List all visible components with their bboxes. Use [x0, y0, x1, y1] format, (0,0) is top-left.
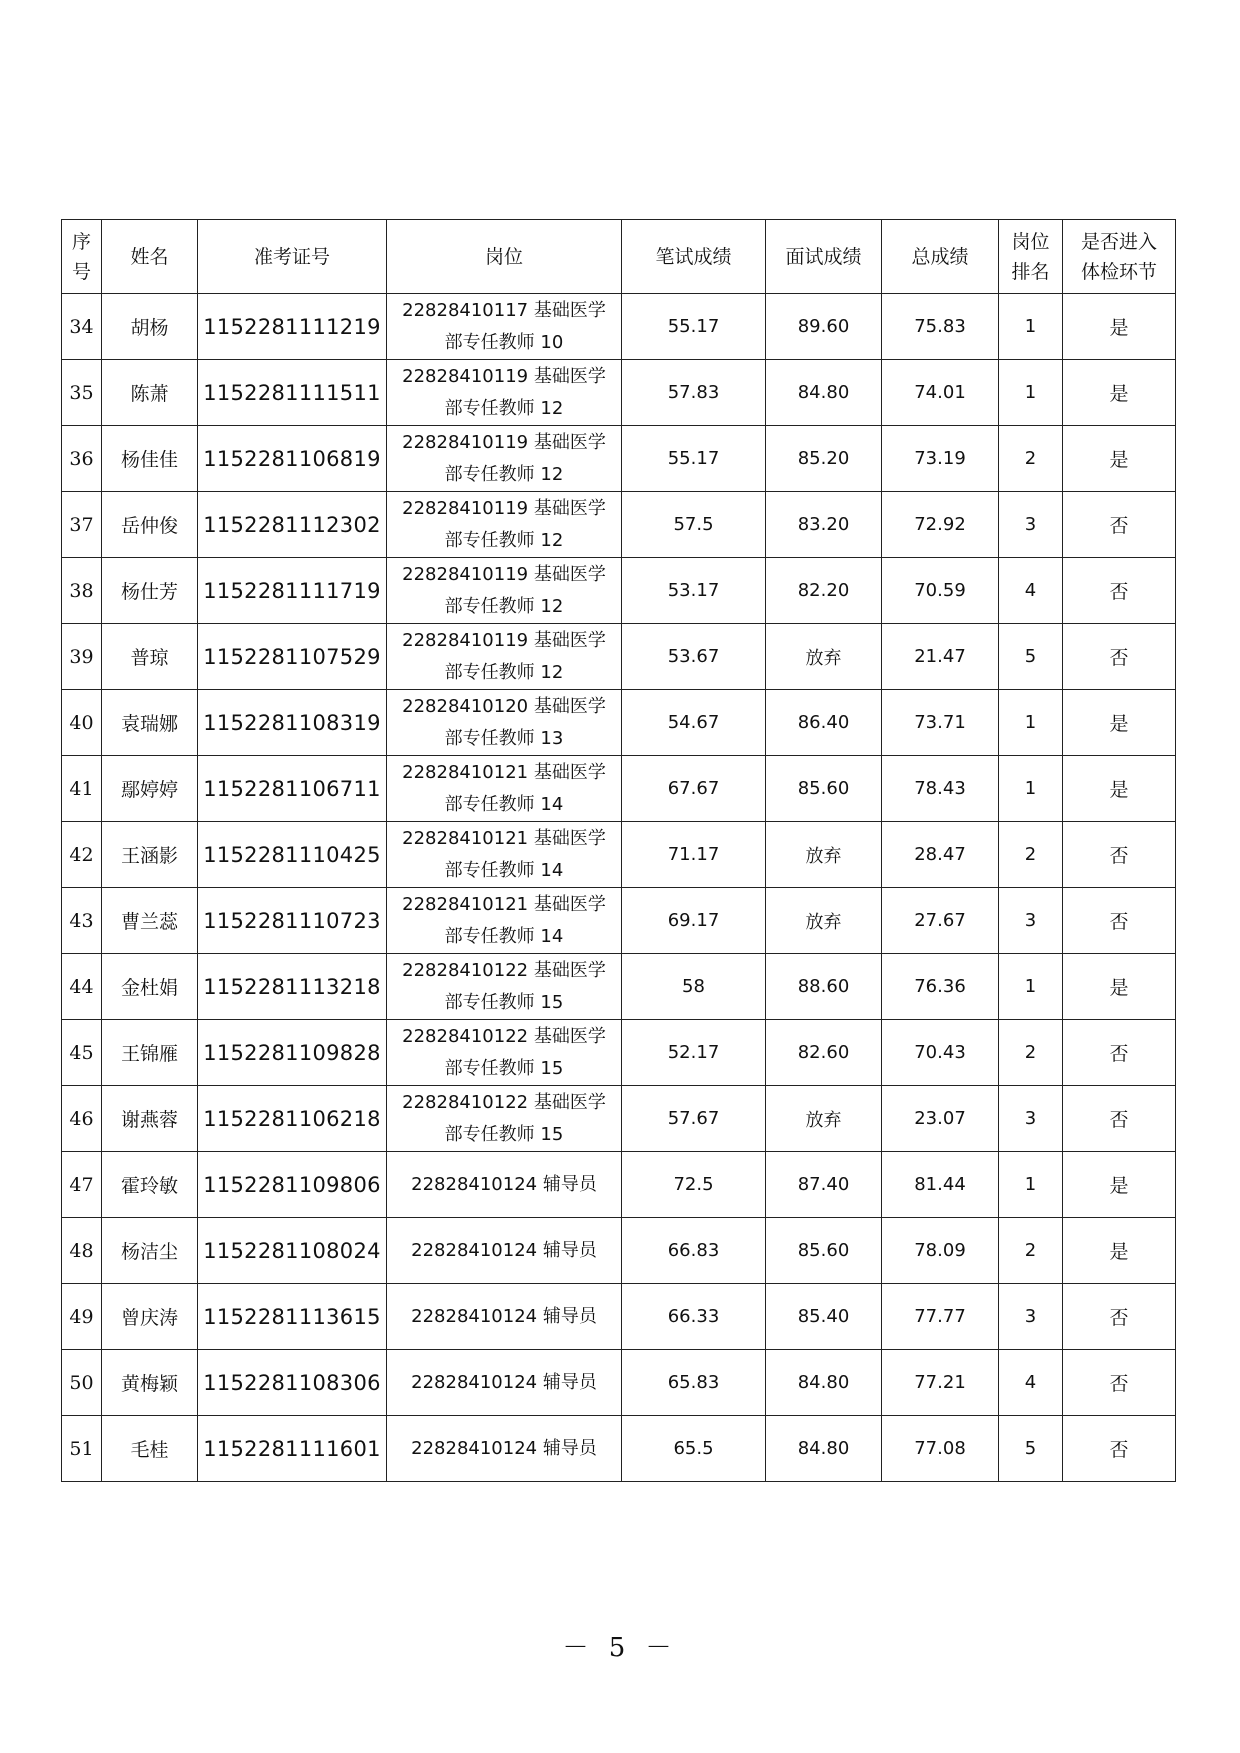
- cell-seq: 50: [62, 1350, 102, 1416]
- cell-total: 72.92: [882, 492, 999, 558]
- header-post: [387, 220, 622, 294]
- header-interview: [766, 220, 882, 294]
- header-physical: [1063, 220, 1176, 294]
- cell-written: 55.17: [622, 426, 766, 492]
- cell-seq: 44: [62, 954, 102, 1020]
- cell-post: [387, 558, 622, 624]
- cell-total: 73.71: [882, 690, 999, 756]
- cell-seq: 46: [62, 1086, 102, 1152]
- cell-post-line: 部专任教师 14: [444, 925, 564, 947]
- table-row: [62, 756, 1176, 822]
- cell-post-line: 22828410121 基础医学: [402, 761, 606, 783]
- cell-physical: 否: [1063, 1086, 1176, 1152]
- cell-exam-no: 1152281109806: [198, 1152, 387, 1218]
- cell-name: 王锦雁: [102, 1020, 198, 1086]
- cell-post: [387, 1020, 622, 1086]
- cell-post-line: 22828410120 基础医学: [402, 695, 606, 717]
- cell-seq: 41: [62, 756, 102, 822]
- cell-written: 57.5: [622, 492, 766, 558]
- cell-total: 21.47: [882, 624, 999, 690]
- cell-interview: 放弃: [766, 624, 882, 690]
- cell-interview: 88.60: [766, 954, 882, 1020]
- header-rank-line: 岗位: [1011, 230, 1050, 253]
- cell-post-line: 22828410124 辅导员: [411, 1173, 597, 1195]
- table-row: [62, 360, 1176, 426]
- table-row: [62, 1416, 1176, 1482]
- cell-written: 66.33: [622, 1284, 766, 1350]
- cell-total: 27.67: [882, 888, 999, 954]
- cell-written: 57.83: [622, 360, 766, 426]
- cell-physical: 否: [1063, 624, 1176, 690]
- cell-name: 金杜娟: [102, 954, 198, 1020]
- cell-rank: 2: [999, 822, 1063, 888]
- cell-written: 65.5: [622, 1416, 766, 1482]
- cell-post: [387, 1218, 622, 1284]
- header-exam_no: [198, 220, 387, 294]
- cell-written: 72.5: [622, 1152, 766, 1218]
- cell-post-line: 部专任教师 14: [444, 859, 564, 881]
- cell-physical: 是: [1063, 1218, 1176, 1284]
- cell-exam-no: 1152281111511: [198, 360, 387, 426]
- cell-physical: 是: [1063, 954, 1176, 1020]
- cell-exam-no: 1152281108319: [198, 690, 387, 756]
- cell-interview: 83.20: [766, 492, 882, 558]
- cell-physical: 否: [1063, 558, 1176, 624]
- cell-physical: 否: [1063, 1284, 1176, 1350]
- cell-post: [387, 1086, 622, 1152]
- cell-post: [387, 954, 622, 1020]
- table-row: [62, 954, 1176, 1020]
- cell-post-line: 部专任教师 15: [444, 1123, 564, 1145]
- cell-interview: 89.60: [766, 294, 882, 360]
- cell-post-line: 部专任教师 13: [444, 727, 564, 749]
- cell-rank: 3: [999, 492, 1063, 558]
- cell-post-line: 22828410124 辅导员: [411, 1305, 597, 1327]
- cell-written: 54.67: [622, 690, 766, 756]
- cell-total: 77.08: [882, 1416, 999, 1482]
- cell-post-line: 部专任教师 12: [444, 529, 564, 551]
- cell-post-line: 22828410117 基础医学: [402, 299, 606, 321]
- cell-exam-no: 1152281109828: [198, 1020, 387, 1086]
- cell-physical: 否: [1063, 1416, 1176, 1482]
- cell-seq: 34: [62, 294, 102, 360]
- table-row: [62, 1284, 1176, 1350]
- header-seq: [62, 220, 102, 294]
- cell-physical: 是: [1063, 690, 1176, 756]
- table-row: [62, 1350, 1176, 1416]
- cell-rank: 5: [999, 624, 1063, 690]
- cell-post-line: 部专任教师 14: [444, 793, 564, 815]
- table-row: [62, 1086, 1176, 1152]
- cell-physical: 否: [1063, 822, 1176, 888]
- cell-physical: 是: [1063, 294, 1176, 360]
- cell-post-line: 22828410124 辅导员: [411, 1239, 597, 1261]
- cell-interview: 84.80: [766, 1350, 882, 1416]
- header-physical-line: 是否进入: [1080, 230, 1157, 253]
- cell-post-line: 22828410119 基础医学: [402, 365, 606, 387]
- cell-written: 67.67: [622, 756, 766, 822]
- cell-seq: 38: [62, 558, 102, 624]
- table-row: [62, 558, 1176, 624]
- cell-exam-no: 1152281111601: [198, 1416, 387, 1482]
- cell-total: 77.77: [882, 1284, 999, 1350]
- cell-exam-no: 1152281112302: [198, 492, 387, 558]
- cell-seq: 47: [62, 1152, 102, 1218]
- cell-post: [387, 360, 622, 426]
- cell-total: 78.43: [882, 756, 999, 822]
- cell-seq: 42: [62, 822, 102, 888]
- cell-interview: 82.60: [766, 1020, 882, 1086]
- cell-rank: 1: [999, 294, 1063, 360]
- table-row: [62, 888, 1176, 954]
- cell-post: [387, 822, 622, 888]
- cell-rank: 1: [999, 360, 1063, 426]
- cell-name: 袁瑞娜: [102, 690, 198, 756]
- header-seq-line: 号: [71, 260, 91, 283]
- cell-post-line: 部专任教师 15: [444, 991, 564, 1013]
- cell-name: 杨洁尘: [102, 1218, 198, 1284]
- cell-post-line: 22828410121 基础医学: [402, 827, 606, 849]
- cell-written: 65.83: [622, 1350, 766, 1416]
- table-row: [62, 492, 1176, 558]
- cell-rank: 3: [999, 888, 1063, 954]
- cell-interview: 85.60: [766, 1218, 882, 1284]
- table-row: [62, 1218, 1176, 1284]
- cell-total: 81.44: [882, 1152, 999, 1218]
- cell-physical: 是: [1063, 1152, 1176, 1218]
- cell-physical: 否: [1063, 492, 1176, 558]
- cell-total: 78.09: [882, 1218, 999, 1284]
- cell-rank: 1: [999, 690, 1063, 756]
- cell-post-line: 部专任教师 10: [444, 331, 564, 353]
- cell-rank: 2: [999, 1020, 1063, 1086]
- cell-exam-no: 1152281108024: [198, 1218, 387, 1284]
- table-row: [62, 426, 1176, 492]
- cell-interview: 87.40: [766, 1152, 882, 1218]
- cell-interview: 85.60: [766, 756, 882, 822]
- cell-total: 23.07: [882, 1086, 999, 1152]
- cell-post-line: 22828410124 辅导员: [411, 1371, 597, 1393]
- cell-post-line: 22828410122 基础医学: [402, 1091, 606, 1113]
- score-table: [61, 219, 1176, 1482]
- cell-rank: 2: [999, 1218, 1063, 1284]
- cell-name: 毛桂: [102, 1416, 198, 1482]
- cell-post-line: 22828410119 基础医学: [402, 497, 606, 519]
- cell-written: 53.67: [622, 624, 766, 690]
- cell-exam-no: 1152281106711: [198, 756, 387, 822]
- cell-rank: 1: [999, 756, 1063, 822]
- cell-post: [387, 294, 622, 360]
- header-exam_no-line: 准考证号: [253, 245, 330, 268]
- header-seq-line: 序: [71, 230, 91, 253]
- cell-post: [387, 888, 622, 954]
- cell-name: 王涵影: [102, 822, 198, 888]
- cell-name: 鄢婷婷: [102, 756, 198, 822]
- cell-post: [387, 624, 622, 690]
- cell-post-line: 22828410122 基础医学: [402, 1025, 606, 1047]
- cell-exam-no: 1152281111219: [198, 294, 387, 360]
- cell-exam-no: 1152281106819: [198, 426, 387, 492]
- cell-total: 28.47: [882, 822, 999, 888]
- cell-name: 杨佳佳: [102, 426, 198, 492]
- header-post-line: 岗位: [484, 245, 523, 268]
- table-row: [62, 294, 1176, 360]
- cell-post-line: 部专任教师 12: [444, 397, 564, 419]
- cell-interview: 85.20: [766, 426, 882, 492]
- header-physical-line: 体检环节: [1080, 260, 1157, 283]
- header-name: [102, 220, 198, 294]
- header-written: [622, 220, 766, 294]
- cell-name: 曾庆涛: [102, 1284, 198, 1350]
- cell-total: 70.59: [882, 558, 999, 624]
- cell-seq: 40: [62, 690, 102, 756]
- cell-seq: 39: [62, 624, 102, 690]
- cell-written: 52.17: [622, 1020, 766, 1086]
- cell-exam-no: 1152281107529: [198, 624, 387, 690]
- header-total: [882, 220, 999, 294]
- cell-post-line: 部专任教师 15: [444, 1057, 564, 1079]
- table-row: [62, 624, 1176, 690]
- table-row: [62, 1152, 1176, 1218]
- cell-post: [387, 1284, 622, 1350]
- cell-physical: 是: [1063, 426, 1176, 492]
- cell-written: 66.83: [622, 1218, 766, 1284]
- cell-written: 58: [622, 954, 766, 1020]
- cell-total: 74.01: [882, 360, 999, 426]
- cell-rank: 3: [999, 1086, 1063, 1152]
- cell-name: 杨仕芳: [102, 558, 198, 624]
- cell-rank: 4: [999, 1350, 1063, 1416]
- cell-interview: 84.80: [766, 1416, 882, 1482]
- cell-interview: 82.20: [766, 558, 882, 624]
- cell-rank: 2: [999, 426, 1063, 492]
- cell-name: 岳仲俊: [102, 492, 198, 558]
- header-written-line: 笔试成绩: [655, 245, 732, 268]
- cell-total: 77.21: [882, 1350, 999, 1416]
- cell-seq: 45: [62, 1020, 102, 1086]
- cell-interview: 放弃: [766, 888, 882, 954]
- cell-exam-no: 1152281111719: [198, 558, 387, 624]
- header-total-line: 总成绩: [911, 245, 969, 268]
- table-row: [62, 690, 1176, 756]
- table-body: [62, 294, 1176, 1482]
- cell-post-line: 部专任教师 12: [444, 595, 564, 617]
- cell-name: 谢燕蓉: [102, 1086, 198, 1152]
- cell-seq: 49: [62, 1284, 102, 1350]
- cell-total: 73.19: [882, 426, 999, 492]
- cell-rank: 5: [999, 1416, 1063, 1482]
- cell-exam-no: 1152281110723: [198, 888, 387, 954]
- cell-name: 霍玲敏: [102, 1152, 198, 1218]
- cell-seq: 37: [62, 492, 102, 558]
- cell-post: [387, 1152, 622, 1218]
- cell-seq: 51: [62, 1416, 102, 1482]
- cell-total: 75.83: [882, 294, 999, 360]
- header-name-line: 姓名: [130, 245, 169, 268]
- cell-written: 71.17: [622, 822, 766, 888]
- cell-written: 57.67: [622, 1086, 766, 1152]
- cell-rank: 3: [999, 1284, 1063, 1350]
- header-rank: [999, 220, 1063, 294]
- cell-post-line: 22828410119 基础医学: [402, 431, 606, 453]
- cell-written: 55.17: [622, 294, 766, 360]
- cell-name: 普琼: [102, 624, 198, 690]
- cell-interview: 85.40: [766, 1284, 882, 1350]
- cell-seq: 43: [62, 888, 102, 954]
- header-interview-line: 面试成绩: [785, 245, 862, 268]
- cell-physical: 是: [1063, 756, 1176, 822]
- cell-post-line: 22828410122 基础医学: [402, 959, 606, 981]
- cell-total: 70.43: [882, 1020, 999, 1086]
- cell-post: [387, 1416, 622, 1482]
- cell-rank: 1: [999, 954, 1063, 1020]
- cell-post-line: 22828410121 基础医学: [402, 893, 606, 915]
- cell-exam-no: 1152281110425: [198, 822, 387, 888]
- cell-name: 胡杨: [102, 294, 198, 360]
- cell-seq: 35: [62, 360, 102, 426]
- cell-interview: 84.80: [766, 360, 882, 426]
- table-header-row: [62, 220, 1176, 294]
- cell-physical: 否: [1063, 1350, 1176, 1416]
- cell-post: [387, 426, 622, 492]
- cell-exam-no: 1152281106218: [198, 1086, 387, 1152]
- cell-written: 53.17: [622, 558, 766, 624]
- cell-seq: 36: [62, 426, 102, 492]
- table-row: [62, 1020, 1176, 1086]
- page-number: － 5 －: [562, 1633, 678, 1663]
- cell-post-line: 部专任教师 12: [444, 463, 564, 485]
- cell-exam-no: 1152281113615: [198, 1284, 387, 1350]
- cell-name: 陈萧: [102, 360, 198, 426]
- cell-exam-no: 1152281108306: [198, 1350, 387, 1416]
- cell-interview: 86.40: [766, 690, 882, 756]
- cell-post-line: 22828410119 基础医学: [402, 629, 606, 651]
- cell-written: 69.17: [622, 888, 766, 954]
- cell-post-line: 22828410124 辅导员: [411, 1437, 597, 1459]
- header-rank-line: 排名: [1011, 260, 1050, 283]
- cell-seq: 48: [62, 1218, 102, 1284]
- cell-post: [387, 492, 622, 558]
- cell-exam-no: 1152281113218: [198, 954, 387, 1020]
- cell-physical: 是: [1063, 360, 1176, 426]
- cell-post-line: 部专任教师 12: [444, 661, 564, 683]
- cell-post: [387, 1350, 622, 1416]
- cell-post: [387, 756, 622, 822]
- cell-post: [387, 690, 622, 756]
- cell-interview: 放弃: [766, 1086, 882, 1152]
- cell-post-line: 22828410119 基础医学: [402, 563, 606, 585]
- cell-rank: 4: [999, 558, 1063, 624]
- table-row: [62, 822, 1176, 888]
- cell-name: 黄梅颖: [102, 1350, 198, 1416]
- cell-name: 曹兰蕊: [102, 888, 198, 954]
- cell-physical: 否: [1063, 1020, 1176, 1086]
- cell-rank: 1: [999, 1152, 1063, 1218]
- cell-total: 76.36: [882, 954, 999, 1020]
- cell-physical: 否: [1063, 888, 1176, 954]
- cell-interview: 放弃: [766, 822, 882, 888]
